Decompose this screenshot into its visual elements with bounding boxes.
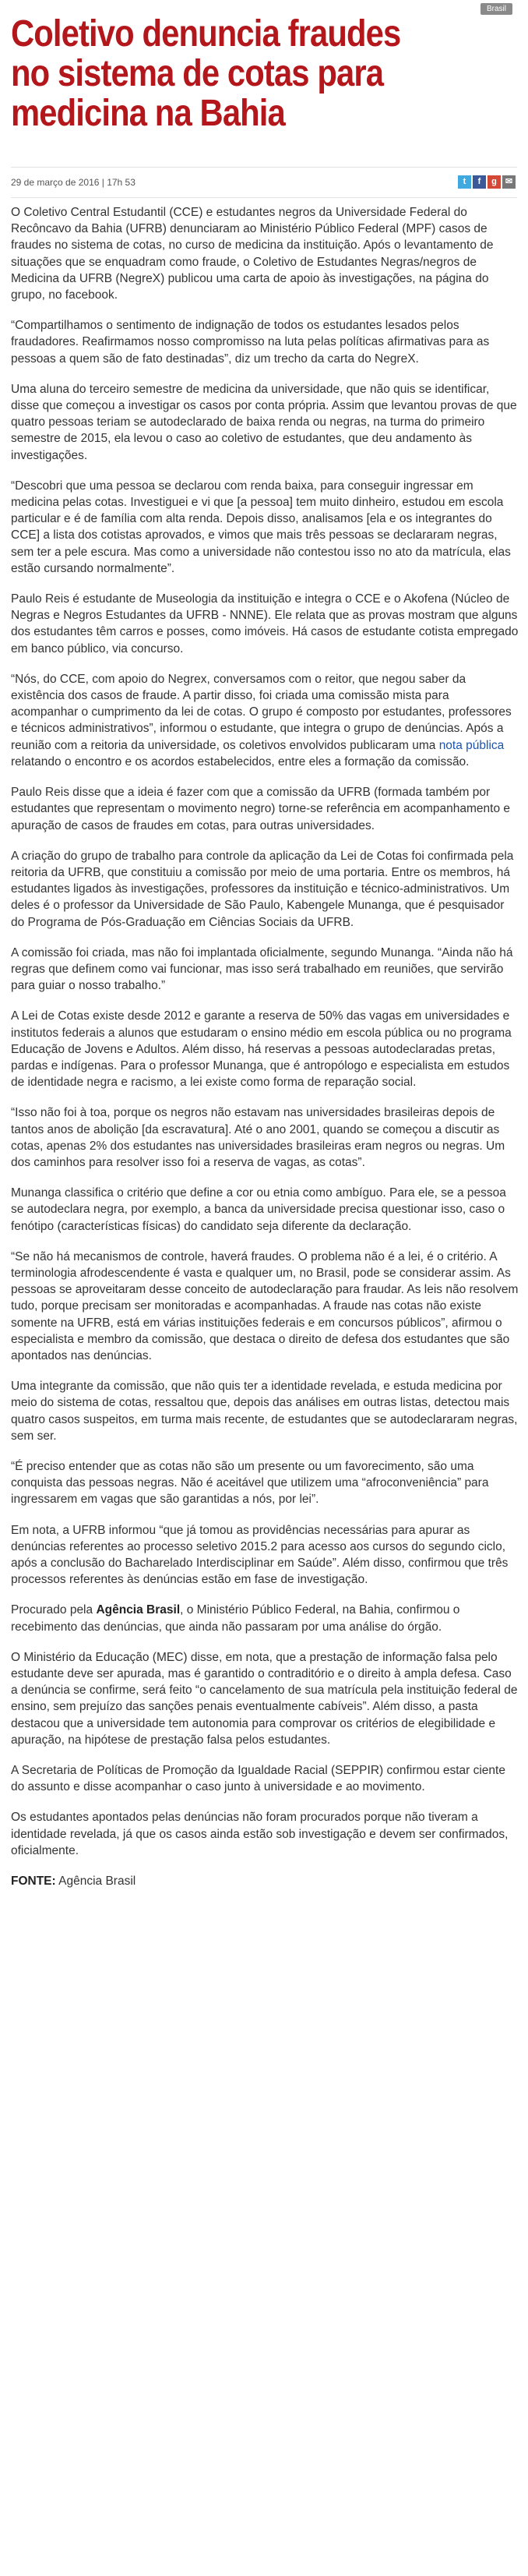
share-buttons	[458, 175, 516, 189]
article-paragraph: O Ministério da Educação (MEC) disse, em nota, que a prestação de informação falsa pelo estudante deve ser apurada, mas é garantido o contraditório e o direito à ampla defesa. Caso a denúncia se confirme, será feito “o cancelamento de sua matrícula pela instituição federal de ensino, sem prejuízo das sanções penais eventualmente cabíveis”. Além disso, a pasta destacou que a universidade tem autonomia para comprovar os critérios de elegibilidade e apuração, na hipótese de prestação falsa pelos estudantes.	[11, 1650, 518, 1747]
article-paragraph: Paulo Reis disse que a ideia é fazer com que a comissão da UFRB (formada também por estudantes que representam o movimento negro) torne-se referência em acompanhamento e apuração de casos de fraudes em cotas, para outras universidades.	[11, 786, 511, 832]
email-icon[interactable]: ✉	[502, 175, 516, 189]
article-paragraph: A Secretaria de Políticas de Promoção da Igualdade Racial (SEPPIR) confirmou estar ciente do assunto e disse acompanhar o caso junto à universidade e ao movimento.	[11, 1764, 505, 1794]
nota-publica-link[interactable]: nota pública	[438, 738, 505, 752]
article-paragraph: Paulo Reis é estudante de Museologia da instituição e integra o CCE e o Akofena (Núcleo de Negras e Negros Estudantes da UFRB - NNNE). Ele relata que as provas mostram que alguns dos estudantes têm carros e posses, como imóveis. Há casos de estudante cotista empregado em banco público, via concurso.	[11, 592, 519, 655]
article-paragraph: “Compartilhamos o sentimento de indignação de todos os estudantes lesados pelos fraudadores. Reafirmamos nosso compromisso na luta pelas políticas afirmativas para as pessoas a quem são de fato destinadas”, diz um trecho da carta do NegreX.	[11, 319, 490, 366]
twitter-icon[interactable]: t	[458, 175, 471, 189]
article-paragraph: “Isso não foi à toa, porque os negros não estavam nas universidades brasileiras depois de tantos anos de abolição [da escravatura]. Até o ano 2001, quando se começou a discutir as cotas, apenas 2% dos estudantes nas universidades brasileiras eram negros ou negras. Um dos caminhos para resolver isso foi a reserva de vagas, as cotas”.	[11, 1106, 505, 1169]
facebook-icon[interactable]: f	[473, 175, 486, 189]
article-headline: Coletivo denuncia fraudes no sistema de cotas para medicina na Bahia	[11, 13, 401, 134]
article-paragraph: A Lei de Cotas existe desde 2012 e garante a reserva de 50% das vagas em universidades e institutos federais a alunos que estudaram o ensino médio em escola pública ou no programa Educação de Jovens e Adultos. Além disso, há reservas a pessoas autodeclaradas pretas, pardas e indígenas. Para o professor Munanga, que é antropólogo e especialista em estudos de identidade negra e racismo, a lei existe como forma de reparação social.	[11, 1009, 512, 1090]
paragraph-text: relatando o encontro e os acordos estabelecidos, entre eles a formação da comissão.	[11, 754, 470, 769]
article-meta-bar	[11, 167, 517, 198]
article-paragraph: Munanga classifica o critério que define a cor ou etnia como ambíguo. Para ele, se a pessoa se autodeclara negra, por exemplo, a banca da universidade precisa questionar isso, caso o fenótipo (características físicas) do candidato seja diferente da declaração.	[11, 1186, 506, 1233]
paragraph-text: Procurado pela	[11, 1603, 97, 1617]
article-paragraph: “É preciso entender que as cotas não são um presente ou um favorecimento, são uma conquista das pessoas negras. Não é aceitável que utilizem uma “afroconveniência” para ingressarem em vagas que são garantidas a nós, por lei”.	[11, 1460, 489, 1507]
article-paragraph: Uma integrante da comissão, que não quis ter a identidade revelada, e estuda medicina por meio do sistema de cotas, ressaltou que, depois das análises em outras listas, detectou mais quatro casos suspeitos, em turma mais recente, de estudantes que se autodeclararam negras, sem ser.	[11, 1380, 518, 1443]
article-paragraph: “Descobri que uma pessoa se declarou com renda baixa, para conseguir ingressar em medicina pelas cotas. Investiguei e vi que [a pessoa] tem muito dinheiro, estudou em escola particular e é de família com alta renda. Depois disso, analisamos [ela e os integrantes do CCE] a lista dos cotistas aprovados, e vimos que mais três pessoas se declararam negras, sem ter a pele escura. Mas como a universidade não contestou isso no ato da matrícula, elas estão cursando normalmente”.	[11, 479, 511, 575]
article-paragraph: “Se não há mecanismos de controle, haverá fraudes. O problema não é a lei, é o critério. A terminologia afrodescendente é vasta e qualquer um, no Brasil, pode se considerar assim. As pessoas se aproveitaram desse conceito de autodeclaração para fraudar. As leis não resolvem tudo, porque precisam ser monitoradas e acompanhadas. A fraude nas cotas não existe somente na UFRB, está em várias instituições federais e em concursos públicos”, afirmou o especialista e membro da comissão, que destaca o direito de defesa dos estudantes que são apontados nas denúncias.	[11, 1249, 519, 1362]
article-paragraph: A criação do grupo de trabalho para controle da aplicação da Lei de Cotas foi confirmada pela reitoria da UFRB, que constituiu a comissão por meio de uma portaria. Entre os membros, há estudantes ligados às investigações, professores da instituição e técnico-administrativos. Um deles é o professor da Universidade de São Paulo, Kabengele Munanga, que é pesquisador do Programa de Pós-Graduação em Ciências Sociais da UFRB.	[11, 849, 514, 929]
paragraph-text: , o Ministério Público Federal, na Bahia, confirmou o recebimento das denúncias, que ainda não passaram por uma análise do órgão.	[11, 1603, 460, 1634]
source-label: FONTE:	[11, 1875, 56, 1889]
article-paragraph: Uma aluna do terceiro semestre de medicina da universidade, que não quis se identificar, disse que começou a investigar os casos por conta própria. Assim que levantou provas de que quatro pessoas teriam se autodeclarado de baixa renda ou negras, na turma do primeiro semestre de 2015, ela levou o caso ao coletivo de estudantes, que deu andamento às investigações.	[11, 382, 517, 462]
article-paragraph: Os estudantes apontados pelas denúncias não foram procurados porque não tiveram a identidade revelada, já que os casos ainda estão sob investigação e devem ser confirmados, oficialmente.	[11, 1811, 509, 1857]
article-paragraph: A comissão foi criada, mas não foi implantada oficialmente, segundo Munanga. “Ainda não há regras que definem como vai funcionar, mas isso será trabalhado em reuniões, que servirão para guiar o nosso trabalho.”	[11, 945, 513, 993]
article-paragraph: O Coletivo Central Estudantil (CCE) e estudantes negros da Universidade Federal do Recôncavo da Bahia (UFRB) denunciaram ao Ministério Público Federal (MPF) casos de fraudes no sistema de cotas, no curso de medicina da instituição. Após o levantamento de situações que se enquadram como fraude, o Coletivo de Estudantes Negras/negros de Medicina da UFRB (NegreX) publicou uma carta de apoio às investigações, na página do grupo, no facebook.	[11, 206, 494, 302]
source-value: Agência Brasil	[55, 1875, 136, 1889]
paragraph-text: “Nós, do CCE, com apoio do Negrex, conversamos com o reitor, que negou saber da existência dos casos de fraude. A partir disso, foi criada uma comissão mista para acompanhar o cumprimento da lei de cotas. O grupo é composto por estudantes, professores e técnicos administrativos”, informou o estudante, que integra o grupo de denúncias. Após a reunião com a reitoria da universidade, os coletivos envolvidos publicaram uma	[11, 672, 512, 752]
article-paragraph-agency	[11, 1602, 519, 1634]
article-paragraph-with-link	[11, 671, 519, 770]
article-paragraph: Em nota, a UFRB informou “que já tomou as providências necessárias para apurar as denúncias referentes ao processo seletivo 2015.2 para acesso aos cursos do segundo ciclo, após a conclusão do Bacharelado Interdisciplinar em Saúde”. Além disso, confirmou que três processos referentes às denúncias estão em fase de investigação.	[11, 1523, 509, 1587]
publish-date: 29 de março de 2016 | 17h 53	[11, 177, 136, 188]
article-body	[11, 204, 519, 1903]
section-tag[interactable]: Brasil	[480, 3, 512, 15]
article-source	[11, 1873, 519, 1889]
agency-name: Agência Brasil	[96, 1603, 181, 1617]
google-plus-icon[interactable]: g	[488, 175, 501, 189]
